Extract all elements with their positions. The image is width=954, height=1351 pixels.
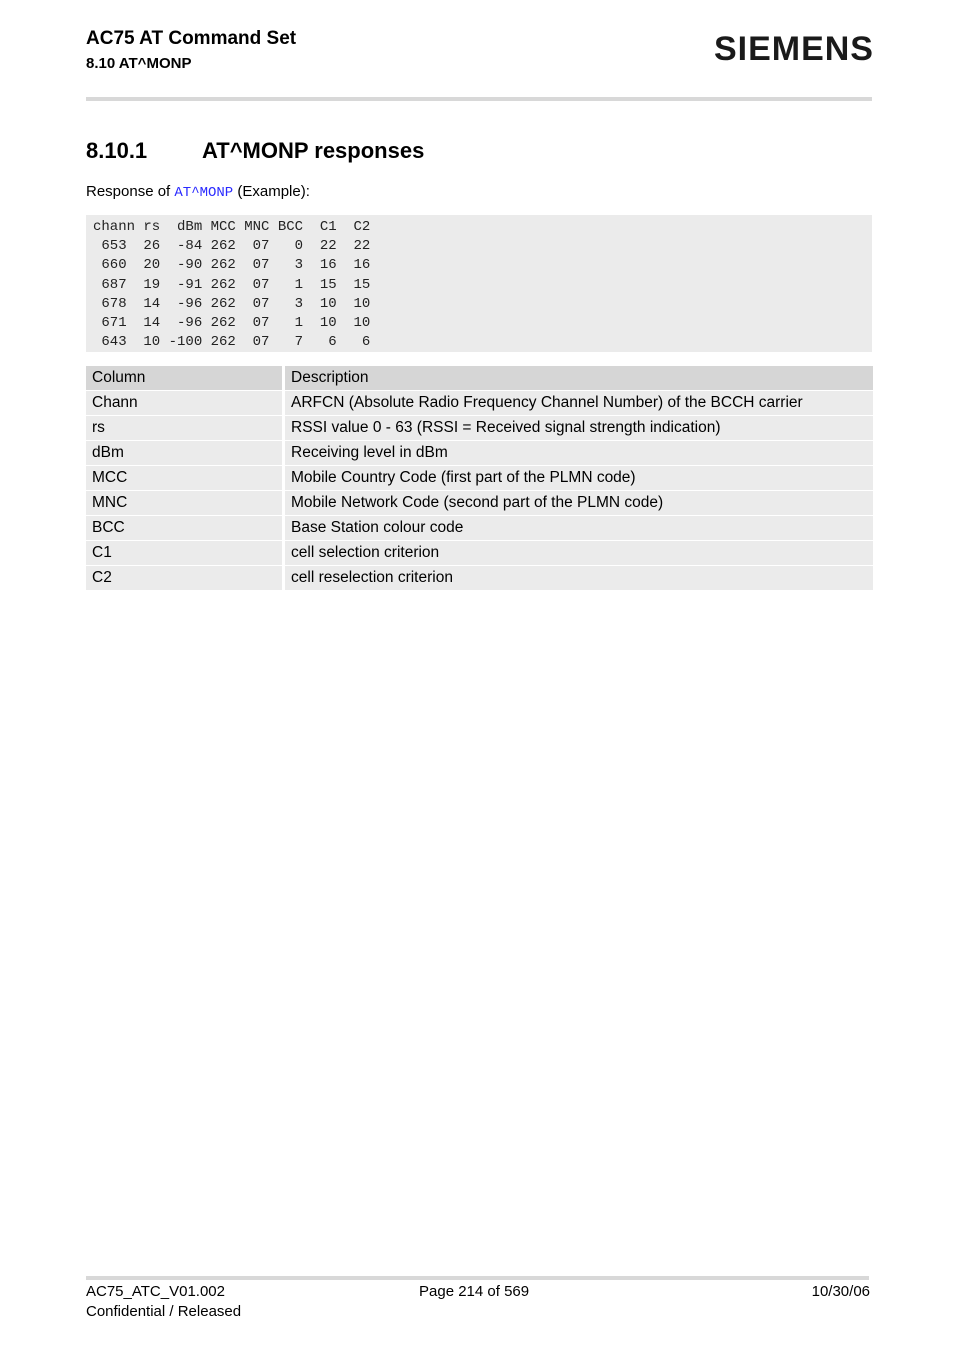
cell-description: Base Station colour code — [285, 516, 873, 541]
code-example-box — [86, 215, 872, 352]
table-row — [86, 541, 873, 566]
cell-column-name: C2 — [86, 566, 285, 591]
intro-prefix: Response of — [86, 183, 175, 200]
table-row — [86, 391, 873, 416]
section-title: AT^MONP responses — [202, 138, 425, 163]
header-cell-description: Description — [285, 366, 873, 391]
table-row — [86, 466, 873, 491]
footer-status: Confidential / Released — [86, 1303, 242, 1320]
cell-description: Mobile Country Code (first part of the PLMN code) — [285, 466, 873, 491]
cell-column-name: C1 — [86, 541, 285, 566]
cell-description: Mobile Network Code (second part of the PLMN code) — [285, 491, 873, 516]
cell-description: ARFCN (Absolute Radio Frequency Channel Number) of the BCCH carrier — [285, 391, 873, 416]
table-row — [86, 516, 873, 541]
code-example: chann rs dBm MCC MNC BCC C1 C2 653 26 -84 262 07 0 22 22 660 20 -90 262 07 3 16 16 687 19 -91 262 07 1 15 15 678 14 -96 262 07 3 10 10 671 14 -96 262 07 1 10 10 643 10 -100 262 07 7 6 6 — [93, 219, 371, 351]
header-divider — [86, 97, 872, 101]
siemens-logo: SIEMENS — [713, 30, 874, 68]
cell-description: RSSI value 0 - 63 (RSSI = Received signal strength indication) — [285, 416, 873, 441]
cell-description: cell selection criterion — [285, 541, 873, 566]
column-description-table — [86, 366, 873, 591]
cell-column-name: dBm — [86, 441, 285, 466]
cell-description: cell reselection criterion — [285, 566, 873, 591]
header-cell-column: Column — [86, 366, 285, 391]
table-row — [86, 566, 873, 591]
chapter-subtitle: 8.10 AT^MONP — [86, 55, 192, 72]
document-title: AC75 AT Command Set — [86, 28, 297, 49]
footer-date: 10/30/06 — [811, 1283, 870, 1300]
cell-column-name: BCC — [86, 516, 285, 541]
cell-description: Receiving level in dBm — [285, 441, 873, 466]
cell-column-name: MCC — [86, 466, 285, 491]
table-row — [86, 416, 873, 441]
intro-suffix: (Example): — [233, 183, 310, 200]
footer-divider — [86, 1276, 869, 1280]
section-number: 8.10.1 — [86, 138, 148, 163]
footer-doc-id: AC75_ATC_V01.002 — [86, 1283, 225, 1300]
command-link[interactable]: AT^MONP — [174, 185, 234, 201]
section-heading — [86, 138, 424, 164]
intro-paragraph — [86, 183, 310, 201]
cell-column-name: MNC — [86, 491, 285, 516]
footer-page-number: Page 214 of 569 — [419, 1283, 530, 1300]
cell-column-name: Chann — [86, 391, 285, 416]
table-row — [86, 441, 873, 466]
table-row — [86, 491, 873, 516]
cell-column-name: rs — [86, 416, 285, 441]
table-header-row — [86, 366, 873, 391]
